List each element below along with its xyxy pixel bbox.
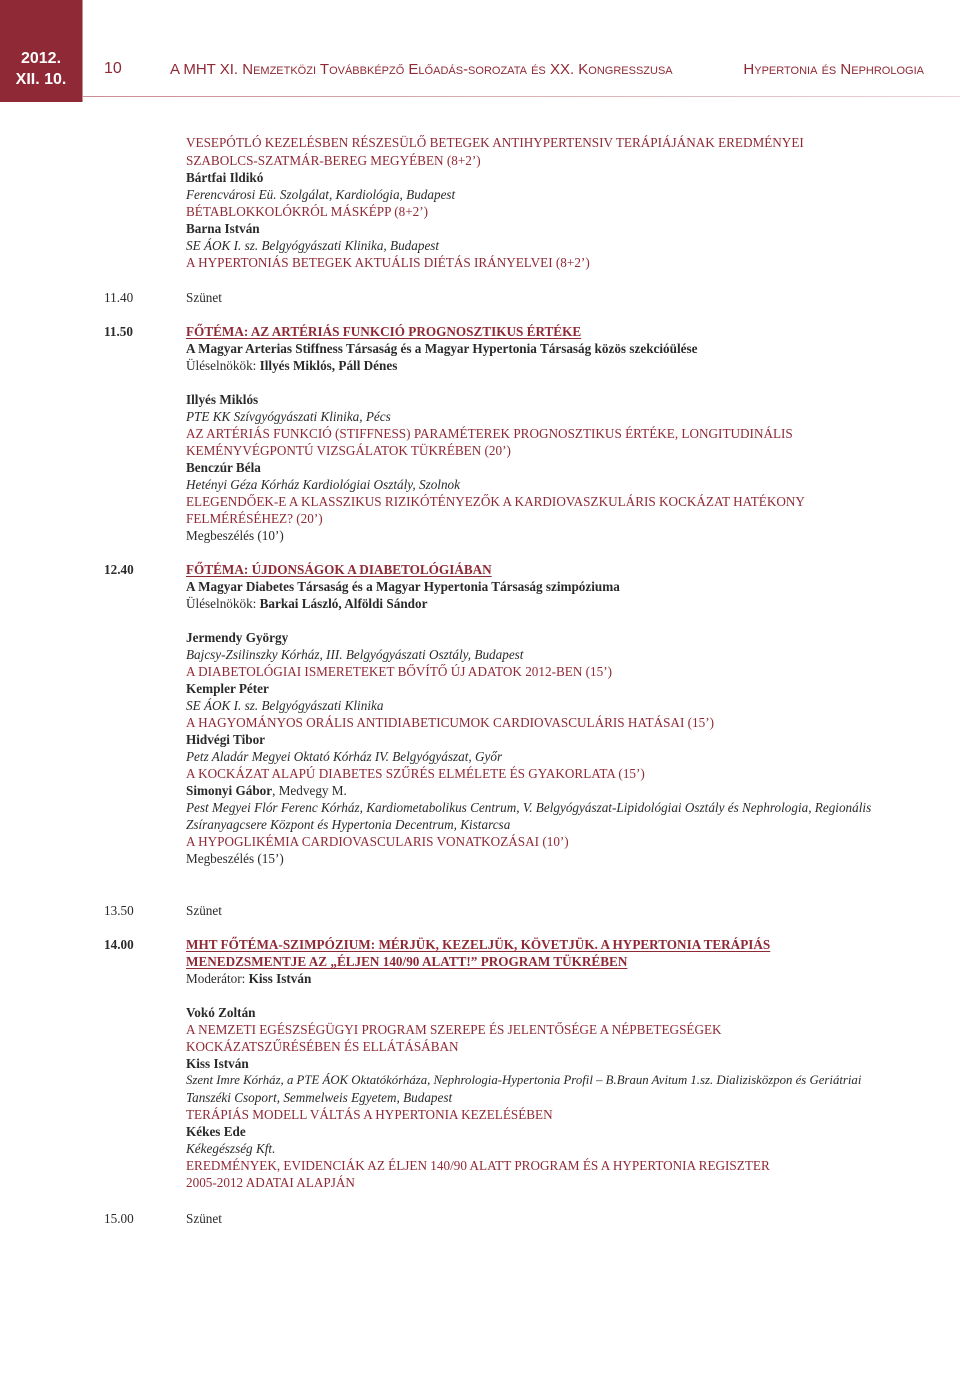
talk-title: KOCKÁZATSZŰRÉSÉBEN ÉS ELLÁTÁSÁBAN bbox=[186, 1039, 459, 1054]
coauthor: , Medvegy M. bbox=[272, 783, 347, 798]
speaker-name: Jermendy György bbox=[186, 630, 289, 645]
header-rule bbox=[82, 96, 960, 97]
date-year: 2012. bbox=[20, 50, 62, 67]
session-time: 11.50 bbox=[104, 324, 133, 339]
topic-title: Hypertonia és Nephrologia bbox=[743, 61, 924, 78]
talk-title: A NEMZETI EGÉSZSÉGÜGYI PROGRAM SZEREPE ÉS JELENTŐSÉGE A NÉPBETEGSÉGEK bbox=[186, 1022, 722, 1037]
talk-title: EREDMÉNYEK, EVIDENCIÁK AZ ÉLJEN 140/90 ALATT PROGRAM ÉS A HYPERTONIA REGISZTER bbox=[186, 1158, 770, 1173]
speaker-name: Hidvégi Tibor bbox=[186, 732, 266, 747]
chairs-names: Illyés Miklós, Páll Dénes bbox=[259, 358, 398, 373]
page-number: 10 bbox=[104, 60, 122, 77]
session-heading bbox=[186, 323, 581, 340]
affiliation: Kékegészség Kft. bbox=[186, 1141, 276, 1156]
speaker-name: Kempler Péter bbox=[186, 681, 269, 696]
break-label: Szünet bbox=[186, 290, 222, 305]
talk-title: BÉTABLOKKOLÓKRÓL MÁSKÉPP (8+2’) bbox=[186, 204, 429, 219]
speaker-name: Benczúr Béla bbox=[186, 460, 261, 475]
moderator-label: Moderátor: bbox=[186, 971, 246, 986]
speaker-name: Kékes Ede bbox=[186, 1124, 246, 1139]
session-heading bbox=[186, 936, 770, 953]
session-label: FŐTÉMA: bbox=[186, 562, 249, 577]
chairs-label: Üléselnökök: bbox=[186, 596, 257, 611]
talk-title: A KOCKÁZAT ALAPÚ DIABETES SZŰRÉS ELMÉLETE ÉS GYAKORLATA (15’) bbox=[186, 766, 645, 781]
session-subtitle: A Magyar Arterias Stiffness Társaság és a Magyar Hypertonia Társaság közös szekcióülése bbox=[186, 341, 698, 356]
break-label: Szünet bbox=[186, 1211, 222, 1226]
affiliation: Hetényi Géza Kórház Kardiológiai Osztály, Szolnok bbox=[186, 477, 461, 492]
affiliation: Zsíranyagcsere Központ és Hypertonia Decentrum, Kistarcsa bbox=[186, 817, 511, 832]
header-divider bbox=[82, 0, 83, 102]
session-topic: ÚJDONSÁGOK A DIABETOLÓGIÁBAN bbox=[251, 562, 492, 577]
talk-title: A HYPOGLIKÉMIA CARDIOVASCULARIS VONATKOZÁSAI (10’) bbox=[186, 834, 569, 849]
session-topic: MENEDZSMENTJE AZ „ÉLJEN 140/90 ALATT!” PROGRAM TÜKRÉBEN bbox=[186, 954, 628, 969]
talk-title: A HAGYOMÁNYOS ORÁLIS ANTIDIABETICUMOK CARDIOVASCULÁRIS HATÁSAI (15’) bbox=[186, 715, 714, 730]
speaker-name: Simonyi Gábor bbox=[186, 783, 273, 798]
break-label: Szünet bbox=[186, 903, 222, 918]
talk-title: VESEPÓTLÓ KEZELÉSBEN RÉSZESÜLŐ BETEGEK ANTIHYPERTENSIV TERÁPIÁJÁNAK EREDMÉNYEI bbox=[186, 135, 804, 150]
talk-title: SZABOLCS-SZATMÁR-BEREG MEGYÉBEN (8+2’) bbox=[186, 153, 481, 168]
affiliation: PTE KK Szívgyógyászati Klinika, Pécs bbox=[186, 409, 391, 424]
discussion-label: Megbeszélés (15’) bbox=[186, 851, 284, 866]
series-title: A MHT XI. Nemzetközi Továbbképző Előadás-sorozata és XX. Kongresszusa bbox=[170, 61, 673, 78]
talk-title: KEMÉNYVÉGPONTÚ VIZSGÁLATOK TÜKRÉBEN (20’) bbox=[186, 443, 511, 458]
moderator-name: Kiss István bbox=[248, 971, 312, 986]
affiliation: Tanszéki Csoport, Semmelweis Egyetem, Budapest bbox=[186, 1090, 453, 1105]
session-time: 13.50 bbox=[104, 903, 134, 918]
session-topic: MÉRJÜK, KEZELJÜK, KÖVETJÜK. A HYPERTONIA TERÁPIÁS bbox=[378, 937, 771, 952]
date-day: XII. 10. bbox=[15, 71, 67, 88]
affiliation: Petz Aladár Megyei Oktató Kórház IV. Belgyógyászat, Győr bbox=[186, 749, 503, 764]
page-header bbox=[104, 60, 924, 86]
session-time: 11.40 bbox=[104, 290, 134, 305]
speakers-line bbox=[186, 782, 347, 799]
chairs-names: Barkai László, Alföldi Sándor bbox=[259, 596, 428, 611]
speaker-name: Barna István bbox=[186, 221, 260, 236]
talk-title: ELEGENDŐEK-E A KLASSZIKUS RIZIKÓTÉNYEZŐK A KARDIOVASZKULÁRIS KOCKÁZAT HATÉKONY bbox=[186, 494, 805, 509]
session-heading bbox=[186, 561, 492, 578]
session-label: FŐTÉMA: bbox=[186, 324, 249, 339]
session-time: 15.00 bbox=[104, 1211, 134, 1226]
session-topic: AZ ARTÉRIÁS FUNKCIÓ PROGNOSZTIKUS ÉRTÉKE bbox=[250, 324, 582, 339]
session-time: 14.00 bbox=[104, 937, 134, 952]
moderator-line bbox=[186, 970, 311, 987]
session-time: 12.40 bbox=[104, 562, 134, 577]
chairs-line bbox=[186, 595, 427, 612]
affiliation: SE ÁOK I. sz. Belgyógyászati Klinika bbox=[186, 698, 384, 713]
affiliation: Ferencvárosi Eü. Szolgálat, Kardiológia, Budapest bbox=[186, 187, 456, 202]
session-subtitle: A Magyar Diabetes Társaság és a Magyar Hypertonia Társaság szimpóziuma bbox=[186, 579, 620, 594]
chairs-line bbox=[186, 357, 397, 374]
talk-title: TERÁPIÁS MODELL VÁLTÁS A HYPERTONIA KEZELÉSÉBEN bbox=[186, 1107, 553, 1122]
chairs-label: Üléselnökök: bbox=[186, 358, 257, 373]
talk-title: 2005-2012 ADATAI ALAPJÁN bbox=[186, 1175, 355, 1190]
talk-title: AZ ARTÉRIÁS FUNKCIÓ (STIFFNESS) PARAMÉTEREK PROGNOSZTIKUS ÉRTÉKE, LONGITUDINÁLIS bbox=[186, 426, 793, 441]
date-badge bbox=[0, 0, 82, 102]
affiliation: Bajcsy-Zsilinszky Kórház, III. Belgyógyászati Osztály, Budapest bbox=[186, 647, 524, 662]
talk-title: A DIABETOLÓGIAI ISMERETEKET BŐVÍTŐ ÚJ ADATOK 2012-BEN (15’) bbox=[186, 664, 612, 679]
speaker-name: Vokó Zoltán bbox=[186, 1005, 256, 1020]
talk-title: FELMÉRÉSÉHEZ? (20’) bbox=[186, 511, 323, 526]
speaker-name: Bártfai Ildikó bbox=[186, 170, 264, 185]
affiliation: Szent Imre Kórház, a PTE ÁOK Oktatókórháza, Nephrologia-Hypertonia Profil – B.Braun Avitum 1.sz. Dializisközpon és Geriátriai bbox=[186, 1073, 862, 1087]
talk-title: A HYPERTONIÁS BETEGEK AKTUÁLIS DIÉTÁS IRÁNYELVEI (8+2’) bbox=[186, 255, 590, 270]
speaker-name: Kiss István bbox=[186, 1056, 249, 1071]
session-label: MHT FŐTÉMA-SZIMPÓZIUM: bbox=[186, 937, 376, 952]
affiliation: Pest Megyei Flór Ferenc Kórház, Kardiometabolikus Centrum, V. Belgyógyászat-Lipidológiai Osztály és Nephrologia, Regionális bbox=[186, 800, 872, 815]
affiliation: SE ÁOK I. sz. Belgyógyászati Klinika, Budapest bbox=[186, 238, 440, 253]
discussion-label: Megbeszélés (10’) bbox=[186, 528, 284, 543]
speaker-name: Illyés Miklós bbox=[186, 392, 259, 407]
